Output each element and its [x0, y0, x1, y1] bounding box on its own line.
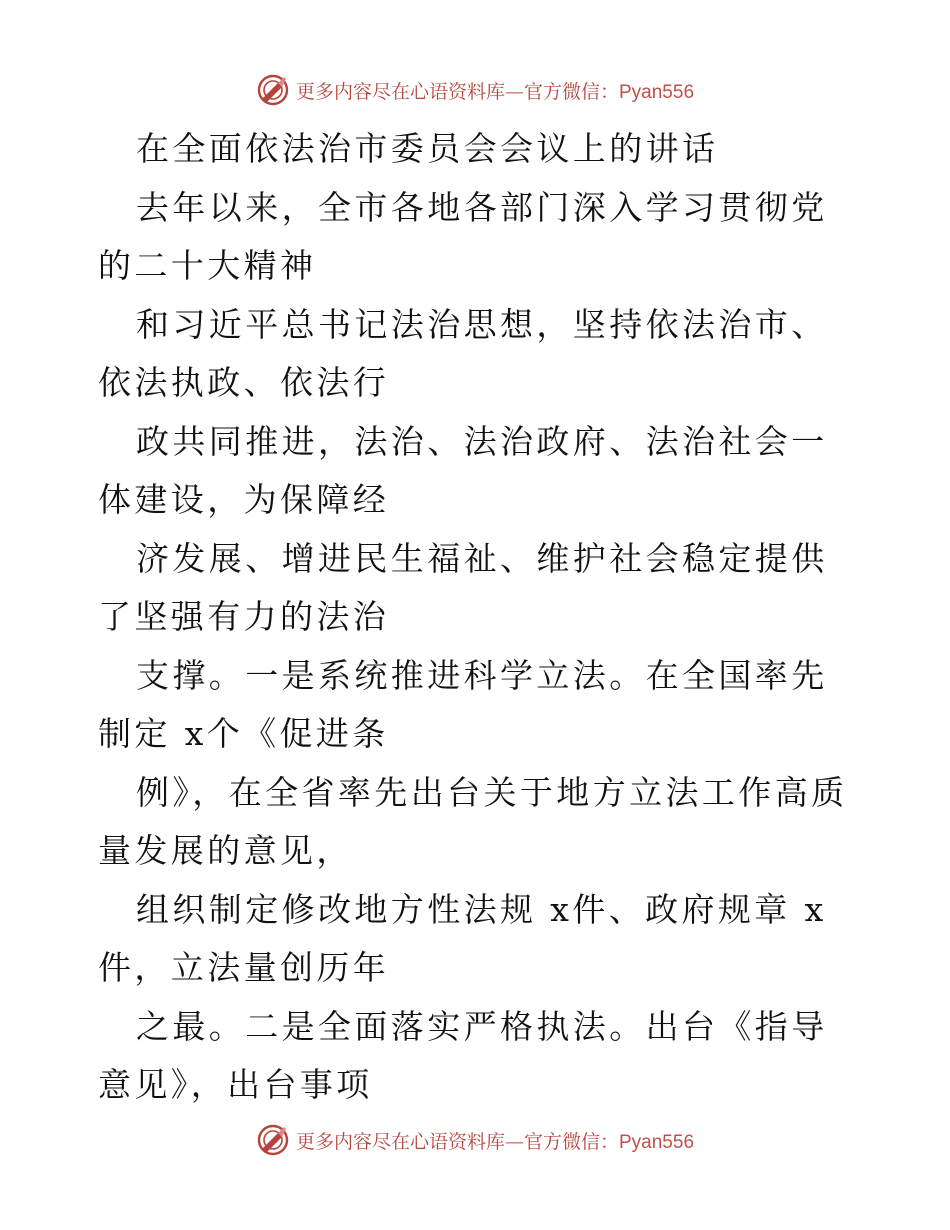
brand-logo-icon	[256, 1123, 290, 1157]
paragraph: 济发展、增进民生福祉、维护社会稳定提供了坚强有力的法治	[98, 538, 828, 636]
brand-logo-icon	[256, 73, 290, 107]
watermark-text: 更多内容尽在心语资料库—官方微信：Pyan556	[295, 80, 695, 103]
paragraph: 组织制定修改地方性法规 x件、政府规章 x 件，立法量创历年	[98, 889, 827, 987]
watermark-text: 更多内容尽在心语资料库—官方微信：Pyan556	[295, 1130, 695, 1153]
paragraph: 支撑。一是系统推进科学立法。在全国率先制定 x个《促进条	[98, 655, 828, 753]
paragraph: 之最。二是全面落实严格执法。出台《指导意见》，出台事项	[98, 1006, 828, 1104]
header-watermark	[0, 70, 950, 110]
paragraph: 例》，在全省率先出台关于地方立法工作高质量发展的意见，	[98, 772, 848, 870]
document-title: 在全面依法治市委员会会议上的讲话	[136, 129, 719, 168]
paragraph: 和习近平总书记法治思想，坚持依法治市、依法执政、依法行	[98, 304, 828, 402]
footer-watermark	[0, 1120, 950, 1160]
paragraph: 去年以来，全市各地各部门深入学习贯彻党的二十大精神	[98, 187, 828, 285]
document-body	[98, 120, 858, 1115]
paragraph: 政共同推进，法治、法治政府、法治社会一体建设，为保障经	[98, 421, 828, 519]
